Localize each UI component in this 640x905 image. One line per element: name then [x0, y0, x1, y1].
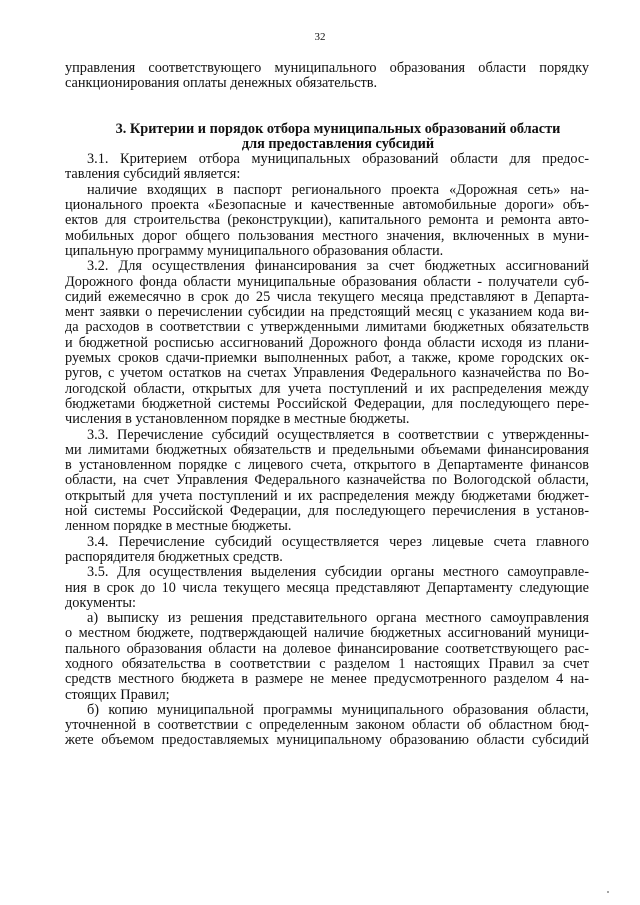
text-line: да расходов в соответствии с утвержденными лимитами бюджетных обязательств: [65, 319, 589, 336]
page-number: 32: [314, 31, 326, 43]
text-line: логодской области, открытых для учета поступлений и их распределения между: [65, 380, 589, 397]
text-line: ной системы Российской Федерации, для последующего перечисления в установ-: [65, 503, 589, 520]
text-line: числения в установленном порядке в местные бюджеты.: [65, 411, 410, 428]
text-line: 3.2. Для осуществления финансирования за счет бюджетных ассигнований: [87, 258, 589, 275]
text-line: ленном порядке в местные бюджеты.: [65, 518, 292, 535]
section-heading: [65, 122, 589, 153]
text-line: санкционирования оплаты денежных обязательств.: [65, 75, 378, 92]
text-line: наличие входящих в паспорт регионального проекта «Дорожная сеть» на-: [87, 181, 589, 198]
text-line: Дорожного фонда области муниципальные образования области - получатели суб-: [65, 273, 589, 290]
text-line: 3.3. Перечисление субсидий осуществляется в соответствии с утвержденны-: [87, 426, 589, 443]
text-line: документы:: [65, 594, 136, 611]
text-line: тавления субсидий является:: [65, 166, 241, 183]
text-line: ходного обязательства в соответствии с разделом 1 настоящих Правил за счет: [65, 655, 589, 672]
paragraph-3-5-item-a: [65, 611, 589, 703]
section-heading-line: для предоставления субсидий: [241, 135, 435, 152]
text-line: средств местного бюджета в размере не менее предусмотренного разделом 4 на-: [65, 671, 589, 688]
text-line: о местном бюджете, подтверждающей наличие бюджетных ассигнований муници-: [65, 625, 589, 642]
paragraph-3-5: [65, 565, 589, 611]
text-line: бюджетами бюджетной системы Российской Федерации, для последующего пере-: [65, 395, 589, 412]
text-line: области, на счет Управления Федерального казначейства по Вологодской области,: [65, 472, 589, 489]
paragraph-3-2: [65, 259, 589, 427]
text-line: б) копию муниципальной программы муниципального образования области,: [87, 701, 589, 718]
text-line: стоящих Правил;: [65, 686, 170, 703]
text-line: уточненной в соответствии с определенным законом области об областном бюд-: [65, 717, 589, 734]
text-line: ругов, с учетом остатков на счетах Управления Федерального казначейства по Во-: [65, 365, 589, 382]
text-line: открытый для учета поступлений и их распределения между бюджетами бюджет-: [65, 487, 589, 504]
section-heading-line: 3. Критерии и порядок отбора муниципальных образований области: [115, 120, 561, 137]
intro-paragraph: [65, 61, 589, 92]
paragraph-3-1-criterion: [65, 183, 589, 259]
text-line: распорядителя бюджетных средств.: [65, 548, 283, 565]
text-line: мент заявки о перечислении субсидии на предстоящий месяц с указанием кода ви-: [65, 304, 589, 321]
text-line: мобильных дорог общего пользования местного значения, включенных в муни-: [65, 227, 589, 244]
paragraph-3-3: [65, 428, 589, 535]
text-line: 3.1. Критерием отбора муниципальных образований области для предос-: [87, 151, 589, 168]
paragraph-3-1: [65, 152, 589, 183]
text-line: жете объемом предоставляемых муниципальному образованию области субсидий: [65, 732, 589, 749]
text-line: 3.5. Для осуществления выделения субсидии органы местного самоуправле-: [87, 564, 589, 581]
text-line: ципальную программу муниципального образования области.: [65, 242, 444, 259]
text-line: сидий ежемесячно в срок до 25 числа текущего месяца представляют в Департа-: [65, 288, 589, 305]
paragraph-3-4: [65, 535, 589, 566]
text-line: ми лимитами бюджетных обязательств и предельными объемами финансирования: [65, 441, 589, 458]
text-line: управления соответствующего муниципального образования области порядку: [65, 60, 589, 76]
text-line: и бюджетной росписью ассигнований Дорожного фонда области исходя из плани-: [65, 334, 589, 351]
text-line: ния в срок до 10 числа текущего месяца представляют Департаменту следующие: [65, 579, 589, 596]
text-line: ционального проекта «Безопасные и качественные автомобильные дороги» объ-: [65, 197, 589, 214]
text-line: а) выписку из решения представительного органа местного самоуправления: [87, 610, 589, 627]
text-line: в установленном порядке с лицевого счета, открытого в Департаменте финансов: [65, 457, 589, 474]
text-line: руемых сроков сдачи-приемки выполненных работ, а также, кроме городских ок-: [65, 350, 589, 367]
text-line: пального образования области на долевое финансирование соответствующего рас-: [65, 640, 589, 657]
text-line: 3.4. Перечисление субсидий осуществляется через лицевые счета главного: [87, 533, 589, 550]
document-body: [65, 61, 589, 749]
paragraph-3-5-item-b: [65, 703, 589, 749]
text-line: ектов для строительства (реконструкции), капитального ремонта и ремонта авто-: [65, 212, 589, 229]
scan-speck: [607, 891, 609, 893]
